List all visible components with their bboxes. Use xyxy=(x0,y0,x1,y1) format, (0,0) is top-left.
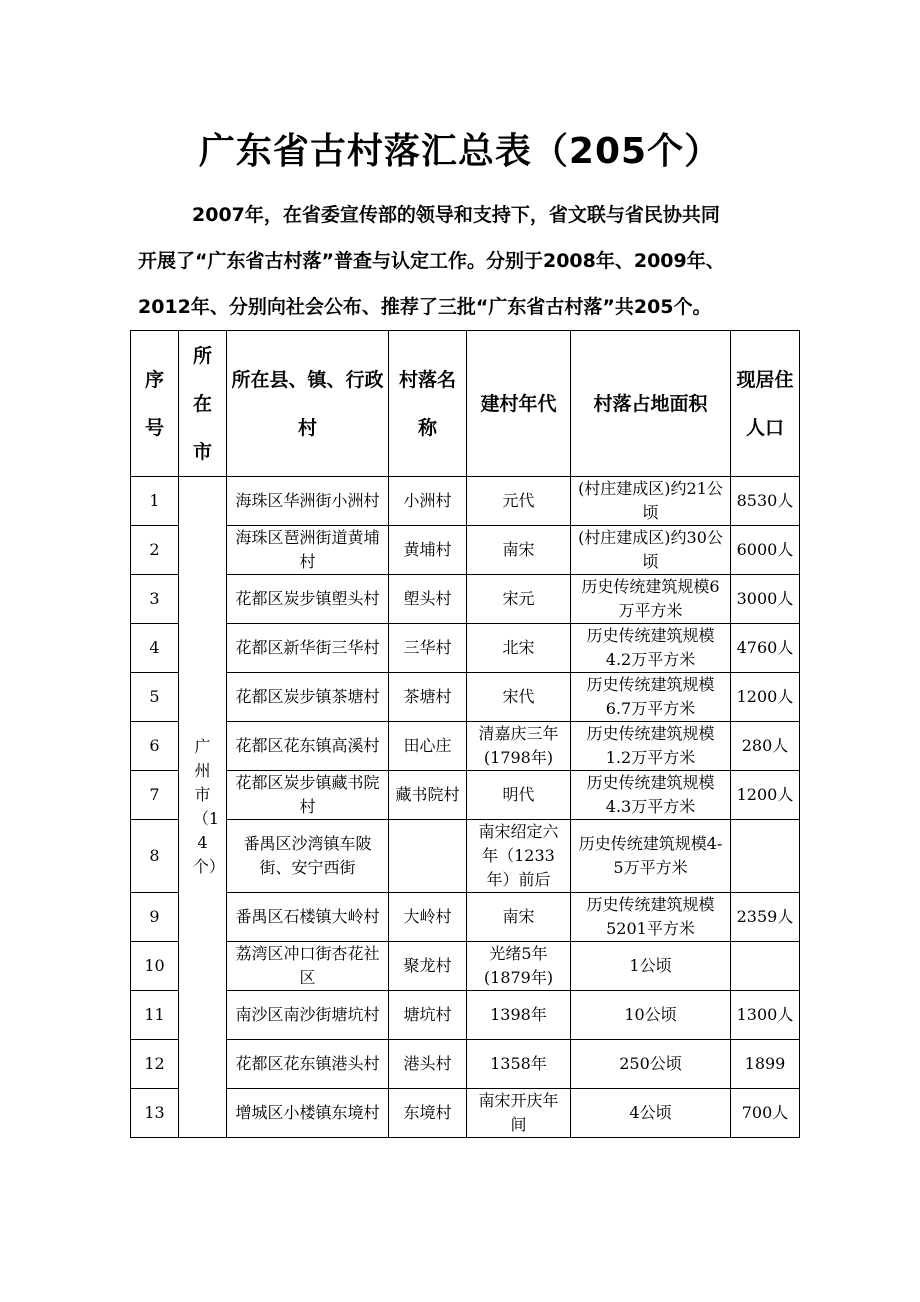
cell-village: 三华村 xyxy=(389,624,467,673)
cell-location: 番禺区石楼镇大岭村 xyxy=(227,893,389,942)
intro-line-1: 2007年，在省委宣传部的领导和支持下，省文联与省民协共同 xyxy=(192,204,720,226)
table-row xyxy=(131,991,800,1040)
cell-area: 1公顷 xyxy=(571,942,731,991)
header-village: 村落名称 xyxy=(389,331,467,477)
cell-location: 海珠区华洲街小洲村 xyxy=(227,477,389,526)
cell-founded: 1358年 xyxy=(467,1040,571,1089)
intro-line-2: 开展了“广东省古村落”普查与认定工作。分别于2008年、2009年、 xyxy=(138,250,725,272)
cell-population: 8530人 xyxy=(731,477,800,526)
cell-population: 4760人 xyxy=(731,624,800,673)
cell-founded: 光绪5年(1879年) xyxy=(467,942,571,991)
cell-village: 东境村 xyxy=(389,1089,467,1138)
cell-area: (村庄建成区)约21公顷 xyxy=(571,477,731,526)
cell-village: 聚龙村 xyxy=(389,942,467,991)
cell-location: 南沙区南沙街塘坑村 xyxy=(227,991,389,1040)
table-header-row xyxy=(131,331,800,477)
cell-village: 塘坑村 xyxy=(389,991,467,1040)
page-title: 广东省古村落汇总表（205个） xyxy=(198,131,722,172)
cell-village xyxy=(389,820,467,893)
cell-seq: 3 xyxy=(131,575,179,624)
cell-location: 增城区小楼镇东境村 xyxy=(227,1089,389,1138)
cell-village: 港头村 xyxy=(389,1040,467,1089)
cell-population: 1200人 xyxy=(731,673,800,722)
table-row xyxy=(131,673,800,722)
table-row xyxy=(131,1040,800,1089)
table-row xyxy=(131,942,800,991)
cell-village: 茶塘村 xyxy=(389,673,467,722)
cell-seq: 5 xyxy=(131,673,179,722)
cell-population: 1200人 xyxy=(731,771,800,820)
cell-area: 历史传统建筑规模4.2万平方米 xyxy=(571,624,731,673)
cell-village: 田心庄 xyxy=(389,722,467,771)
cell-location: 花都区炭步镇藏书院村 xyxy=(227,771,389,820)
cell-city-group: 广州市（14个） xyxy=(179,477,227,1138)
cell-location: 花都区新华街三华村 xyxy=(227,624,389,673)
cell-founded: 清嘉庆三年(1798年) xyxy=(467,722,571,771)
table-row xyxy=(131,893,800,942)
cell-seq: 1 xyxy=(131,477,179,526)
cell-seq: 9 xyxy=(131,893,179,942)
cell-location: 海珠区琶洲街道黄埔村 xyxy=(227,526,389,575)
cell-seq: 11 xyxy=(131,991,179,1040)
cell-location: 花都区花东镇港头村 xyxy=(227,1040,389,1089)
cell-population: 2359人 xyxy=(731,893,800,942)
cell-village: 藏书院村 xyxy=(389,771,467,820)
cell-location: 番禺区沙湾镇车陂街、安宁西街 xyxy=(227,820,389,893)
header-population: 现居住 人口 xyxy=(731,331,800,477)
cell-founded: 宋元 xyxy=(467,575,571,624)
cell-population xyxy=(731,820,800,893)
cell-area: 4公顷 xyxy=(571,1089,731,1138)
cell-founded: 元代 xyxy=(467,477,571,526)
cell-founded: 南宋绍定六年（1233年）前后 xyxy=(467,820,571,893)
cell-founded: 南宋 xyxy=(467,893,571,942)
cell-area: 历史传统建筑规模5201平方米 xyxy=(571,893,731,942)
cell-area: 历史传统建筑规模1.2万平方米 xyxy=(571,722,731,771)
header-location: 所在县、镇、行政村 xyxy=(227,331,389,477)
cell-population: 3000人 xyxy=(731,575,800,624)
table-row xyxy=(131,771,800,820)
cell-population: 700人 xyxy=(731,1089,800,1138)
cell-seq: 7 xyxy=(131,771,179,820)
cell-founded: 南宋 xyxy=(467,526,571,575)
cell-population xyxy=(731,942,800,991)
table-row xyxy=(131,526,800,575)
cell-seq: 4 xyxy=(131,624,179,673)
header-founded: 建村年代 xyxy=(467,331,571,477)
table-row xyxy=(131,1089,800,1138)
intro-line-3: 2012年、分别向社会公布、推荐了三批“广东省古村落”共205个。 xyxy=(138,296,712,318)
cell-seq: 2 xyxy=(131,526,179,575)
cell-founded: 1398年 xyxy=(467,991,571,1040)
cell-founded: 宋代 xyxy=(467,673,571,722)
cell-population: 1300人 xyxy=(731,991,800,1040)
cell-area: (村庄建成区)约30公顷 xyxy=(571,526,731,575)
village-table xyxy=(130,330,800,1138)
table-row xyxy=(131,722,800,771)
header-seq: 序号 xyxy=(131,331,179,477)
cell-area: 历史传统建筑规模6.7万平方米 xyxy=(571,673,731,722)
cell-location: 荔湾区冲口街杏花社区 xyxy=(227,942,389,991)
table-row xyxy=(131,820,800,893)
header-city: 所在市 xyxy=(179,331,227,477)
cell-population: 1899 xyxy=(731,1040,800,1089)
cell-village: 大岭村 xyxy=(389,893,467,942)
intro-paragraph xyxy=(138,192,788,330)
cell-seq: 6 xyxy=(131,722,179,771)
table-row xyxy=(131,575,800,624)
table-row xyxy=(131,477,800,526)
header-area: 村落占地面积 xyxy=(571,331,731,477)
cell-seq: 12 xyxy=(131,1040,179,1089)
cell-village: 小洲村 xyxy=(389,477,467,526)
cell-seq: 13 xyxy=(131,1089,179,1138)
cell-village: 黄埔村 xyxy=(389,526,467,575)
cell-location: 花都区花东镇高溪村 xyxy=(227,722,389,771)
cell-location: 花都区炭步镇塱头村 xyxy=(227,575,389,624)
cell-area: 历史传统建筑规模6万平方米 xyxy=(571,575,731,624)
cell-area: 250公顷 xyxy=(571,1040,731,1089)
cell-area: 历史传统建筑规模4-5万平方米 xyxy=(571,820,731,893)
cell-founded: 北宋 xyxy=(467,624,571,673)
cell-location: 花都区炭步镇茶塘村 xyxy=(227,673,389,722)
table-row xyxy=(131,624,800,673)
cell-seq: 10 xyxy=(131,942,179,991)
cell-seq: 8 xyxy=(131,820,179,893)
cell-founded: 明代 xyxy=(467,771,571,820)
cell-area: 历史传统建筑规模4.3万平方米 xyxy=(571,771,731,820)
cell-area: 10公顷 xyxy=(571,991,731,1040)
cell-founded: 南宋开庆年间 xyxy=(467,1089,571,1138)
cell-population: 6000人 xyxy=(731,526,800,575)
cell-village: 塱头村 xyxy=(389,575,467,624)
cell-population: 280人 xyxy=(731,722,800,771)
